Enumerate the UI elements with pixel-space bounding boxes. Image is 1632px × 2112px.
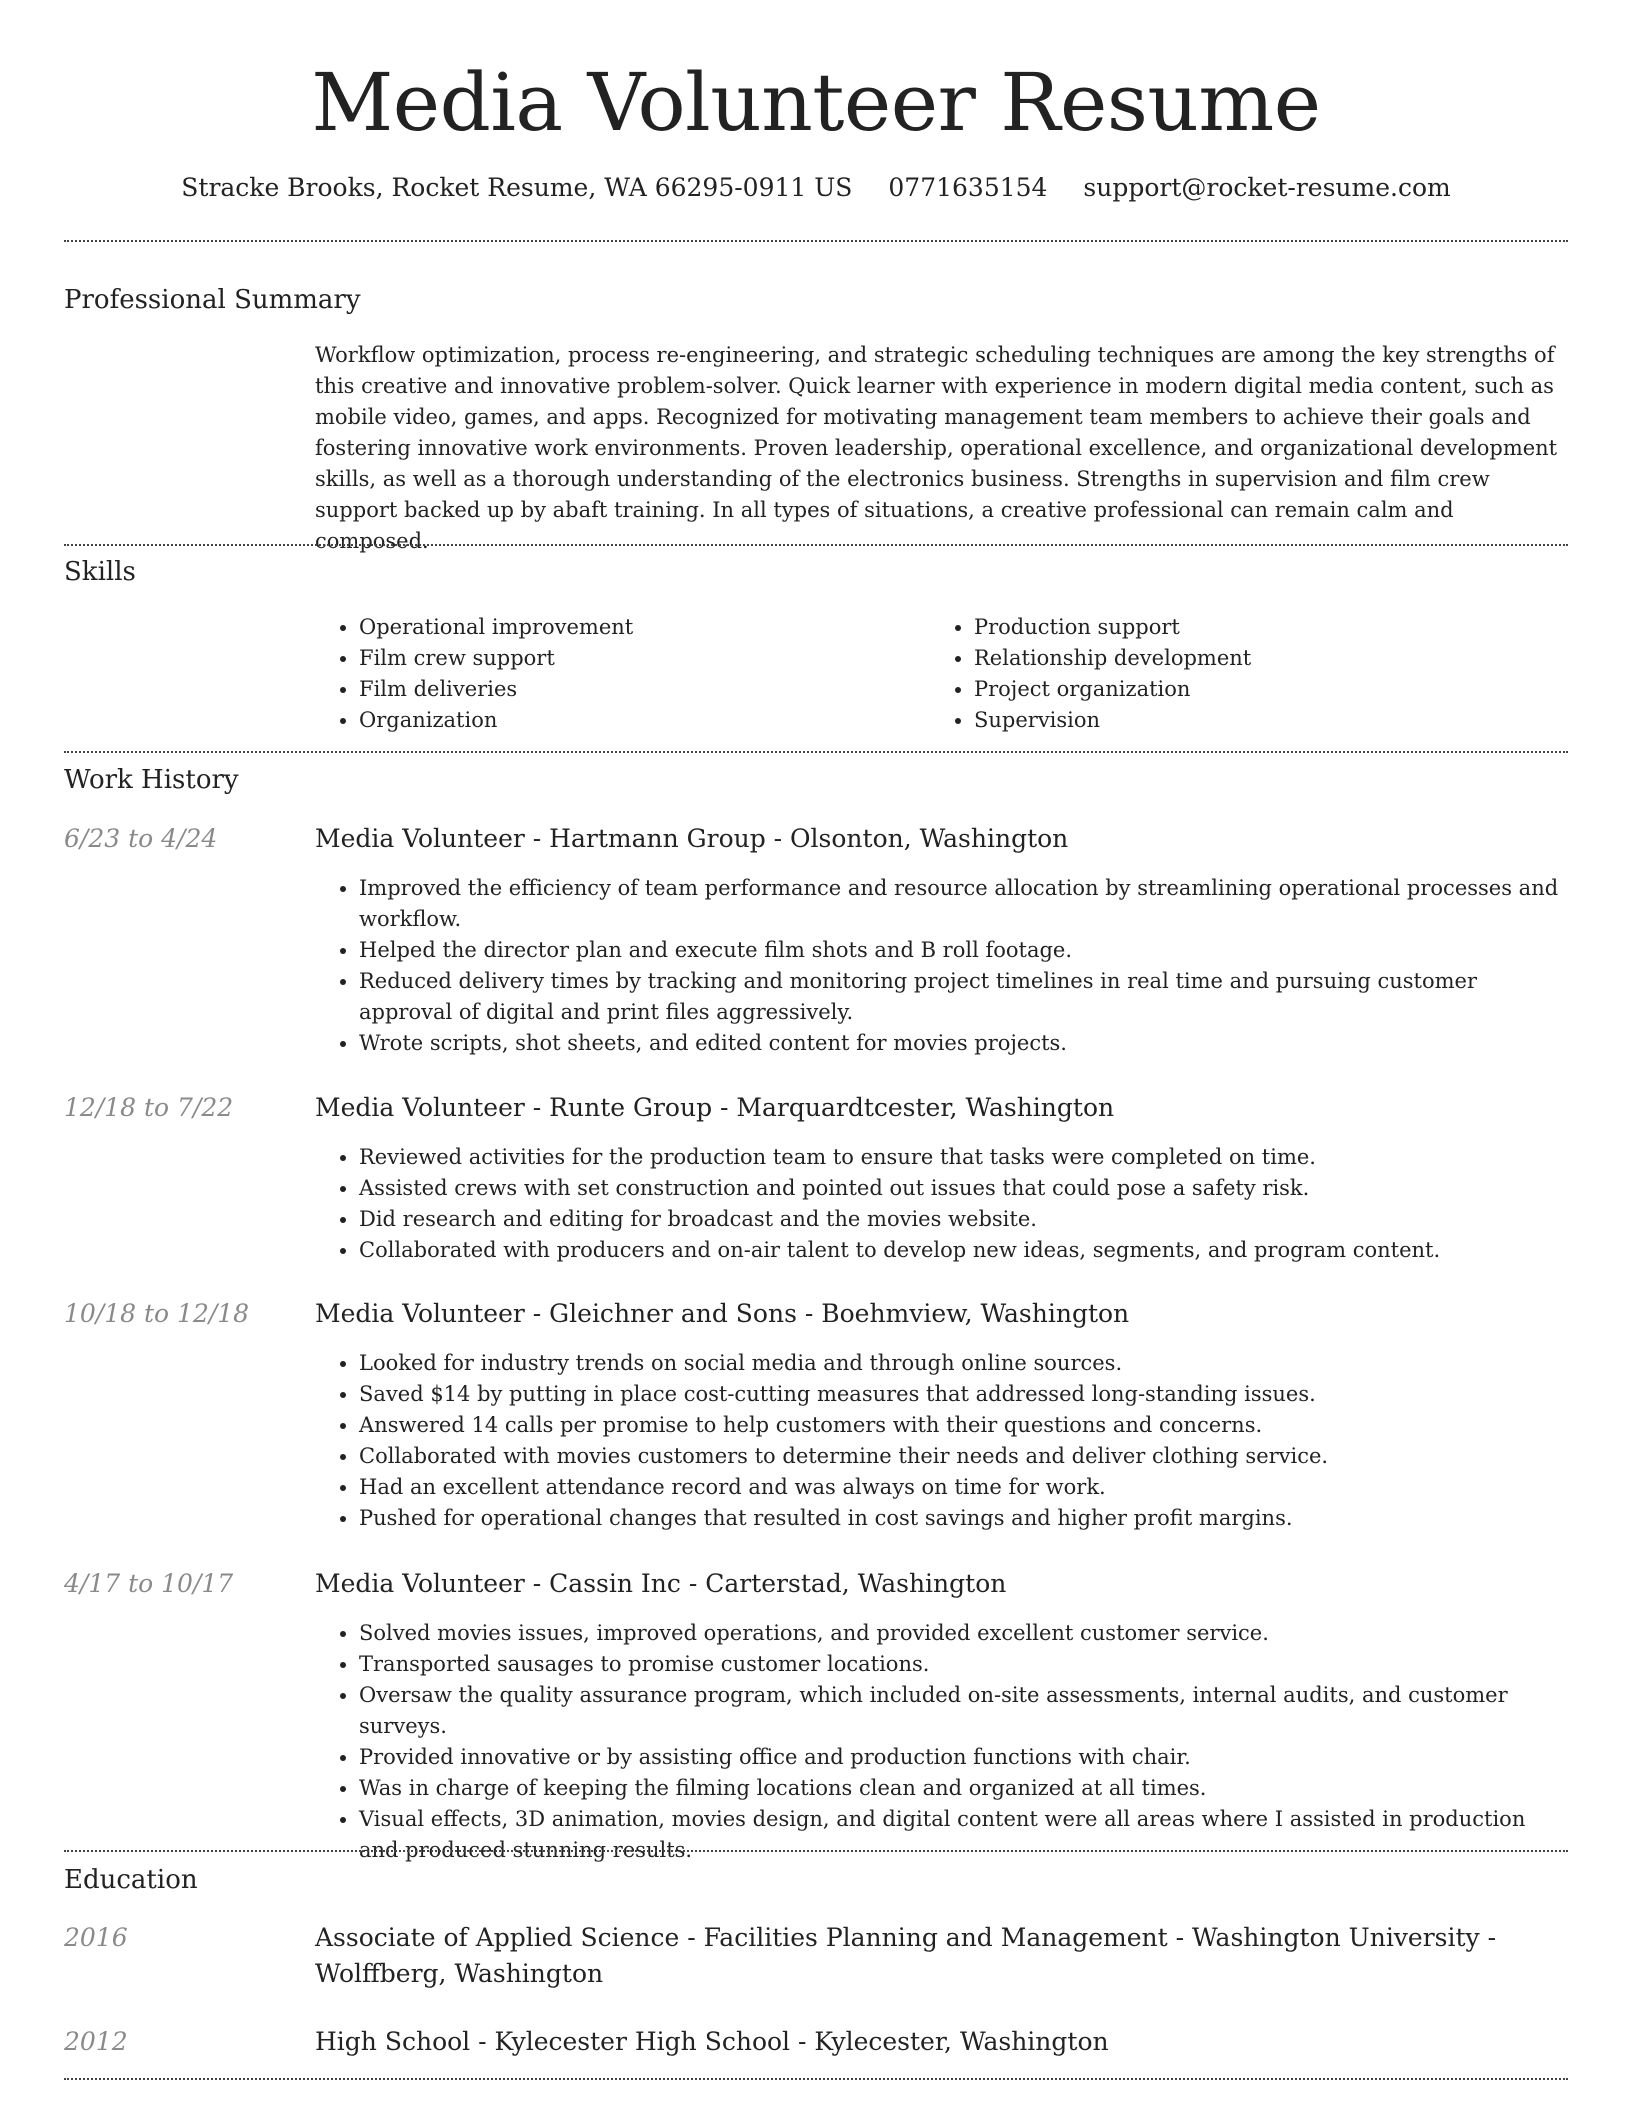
job-bullet: • Visual effects, 3D animation, movies design, and digital content were all areas where I assisted in production and produced stunning results.	[359, 1804, 1570, 1866]
summary-text: Workflow optimization, process re-engineering, and strategic scheduling techniques are among the key strengths of this creative and innovative problem-solver. Quick learner with experience in modern digital media content, such as mobile video, games, and apps. Recognized for motivating management team members to achieve their goals and fostering innovative work environments. Proven leadership, operational excellence, and organizational development skills, as well as a thorough understanding of the electronics business. Strengths in supervision and film crew support backed up by abaft training. In all types of situations, a creative professional can remain calm and composed.	[315, 343, 1558, 553]
job-bullet: • Improved the efficiency of team performance and resource allocation by streamlining operational processes and workflow.	[359, 873, 1570, 935]
job-bullet: • Solved movies issues, improved operations, and provided excellent customer service.	[359, 1618, 1570, 1649]
job-bullet: • Wrote scripts, shot sheets, and edited content for movies projects.	[359, 1028, 1570, 1059]
section-title-skills: Skills	[64, 557, 136, 587]
section-title-education: Education	[64, 1865, 198, 1895]
job-bullet: • Reduced delivery times by tracking and monitoring project timelines in real time and pursuing customer approval of digital and print files aggressively.	[359, 966, 1570, 1028]
job-title: Media Volunteer - Runte Group - Marquardtcester, Washington	[315, 1093, 1115, 1122]
job-bullet: • Oversaw the quality assurance program, which included on-site assessments, internal audits, and customer surveys.	[359, 1680, 1570, 1742]
job-bullet: • Collaborated with producers and on-air talent to develop new ideas, segments, and program content.	[359, 1235, 1570, 1266]
job-bullet: • Pushed for operational changes that resulted in cost savings and higher profit margins.	[359, 1503, 1570, 1534]
job-title: Media Volunteer - Cassin Inc - Carterstad, Washington	[315, 1569, 1007, 1598]
contact-email: support@rocket-resume.com	[1083, 173, 1451, 202]
education-year: 2012	[64, 2027, 128, 2056]
job-bullet: • Had an excellent attendance record and was always on time for work.	[359, 1472, 1570, 1503]
skill-item: • Supervision	[974, 705, 1574, 736]
divider	[64, 544, 1568, 546]
skill-item: • Operational improvement	[359, 612, 919, 643]
divider	[64, 751, 1568, 753]
skill-item: • Project organization	[974, 674, 1574, 705]
divider	[64, 2078, 1568, 2080]
divider	[64, 240, 1568, 242]
skill-item: • Relationship development	[974, 643, 1574, 674]
job-dates: 6/23 to 4/24	[64, 824, 218, 853]
job-bullet: • Saved $14 by putting in place cost-cutting measures that addressed long-standing issues.	[359, 1379, 1570, 1410]
job-bullet: • Answered 14 calls per promise to help customers with their questions and concerns.	[359, 1410, 1570, 1441]
job-title: Media Volunteer - Gleichner and Sons - Boehmview, Washington	[315, 1299, 1130, 1328]
skill-item: • Film crew support	[359, 643, 919, 674]
job-bullet: • Was in charge of keeping the filming locations clean and organized at all times.	[359, 1773, 1570, 1804]
job-bullet: • Reviewed activities for the production team to ensure that tasks were completed on time.	[359, 1142, 1570, 1173]
resume-title: Media Volunteer Resume	[311, 56, 1321, 149]
skills-list-right	[930, 612, 1574, 736]
education-title: Associate of Applied Science - Facilities Planning and Management - Washington University - Wolffberg, Washington	[315, 1923, 1497, 1988]
job-dates: 12/18 to 7/22	[64, 1093, 234, 1122]
skill-item: • Organization	[359, 705, 919, 736]
job-title: Media Volunteer - Hartmann Group - Olsonton, Washington	[315, 824, 1069, 853]
job-bullets	[315, 1142, 1570, 1266]
section-title-summary: Professional Summary	[64, 285, 361, 315]
job-bullet: • Assisted crews with set construction and pointed out issues that could pose a safety risk.	[359, 1173, 1570, 1204]
job-bullet: • Looked for industry trends on social media and through online sources.	[359, 1348, 1570, 1379]
education-title: High School - Kylecester High School - Kylecester, Washington	[315, 2027, 1109, 2056]
divider	[64, 1850, 1568, 1852]
skill-item: • Production support	[974, 612, 1574, 643]
job-bullet: • Did research and editing for broadcast and the movies website.	[359, 1204, 1570, 1235]
job-bullet: • Transported sausages to promise customer locations.	[359, 1649, 1570, 1680]
job-bullets	[315, 1618, 1570, 1866]
contact-address: Stracke Brooks, Rocket Resume, WA 66295-0911 US	[181, 173, 853, 202]
section-title-work: Work History	[64, 765, 239, 795]
job-dates: 10/18 to 12/18	[64, 1299, 250, 1328]
education-year: 2016	[64, 1923, 128, 1952]
job-bullet: • Collaborated with movies customers to determine their needs and deliver clothing service.	[359, 1441, 1570, 1472]
job-bullets	[315, 873, 1570, 1059]
job-bullets	[315, 1348, 1570, 1534]
skill-item: • Film deliveries	[359, 674, 919, 705]
contact-phone: 0771635154	[888, 173, 1048, 202]
contact-line	[0, 170, 1632, 206]
job-bullet: • Helped the director plan and execute film shots and B roll footage.	[359, 935, 1570, 966]
skills-list-left	[315, 612, 919, 736]
job-bullet: • Provided innovative or by assisting office and production functions with chair.	[359, 1742, 1570, 1773]
job-dates: 4/17 to 10/17	[64, 1569, 234, 1598]
